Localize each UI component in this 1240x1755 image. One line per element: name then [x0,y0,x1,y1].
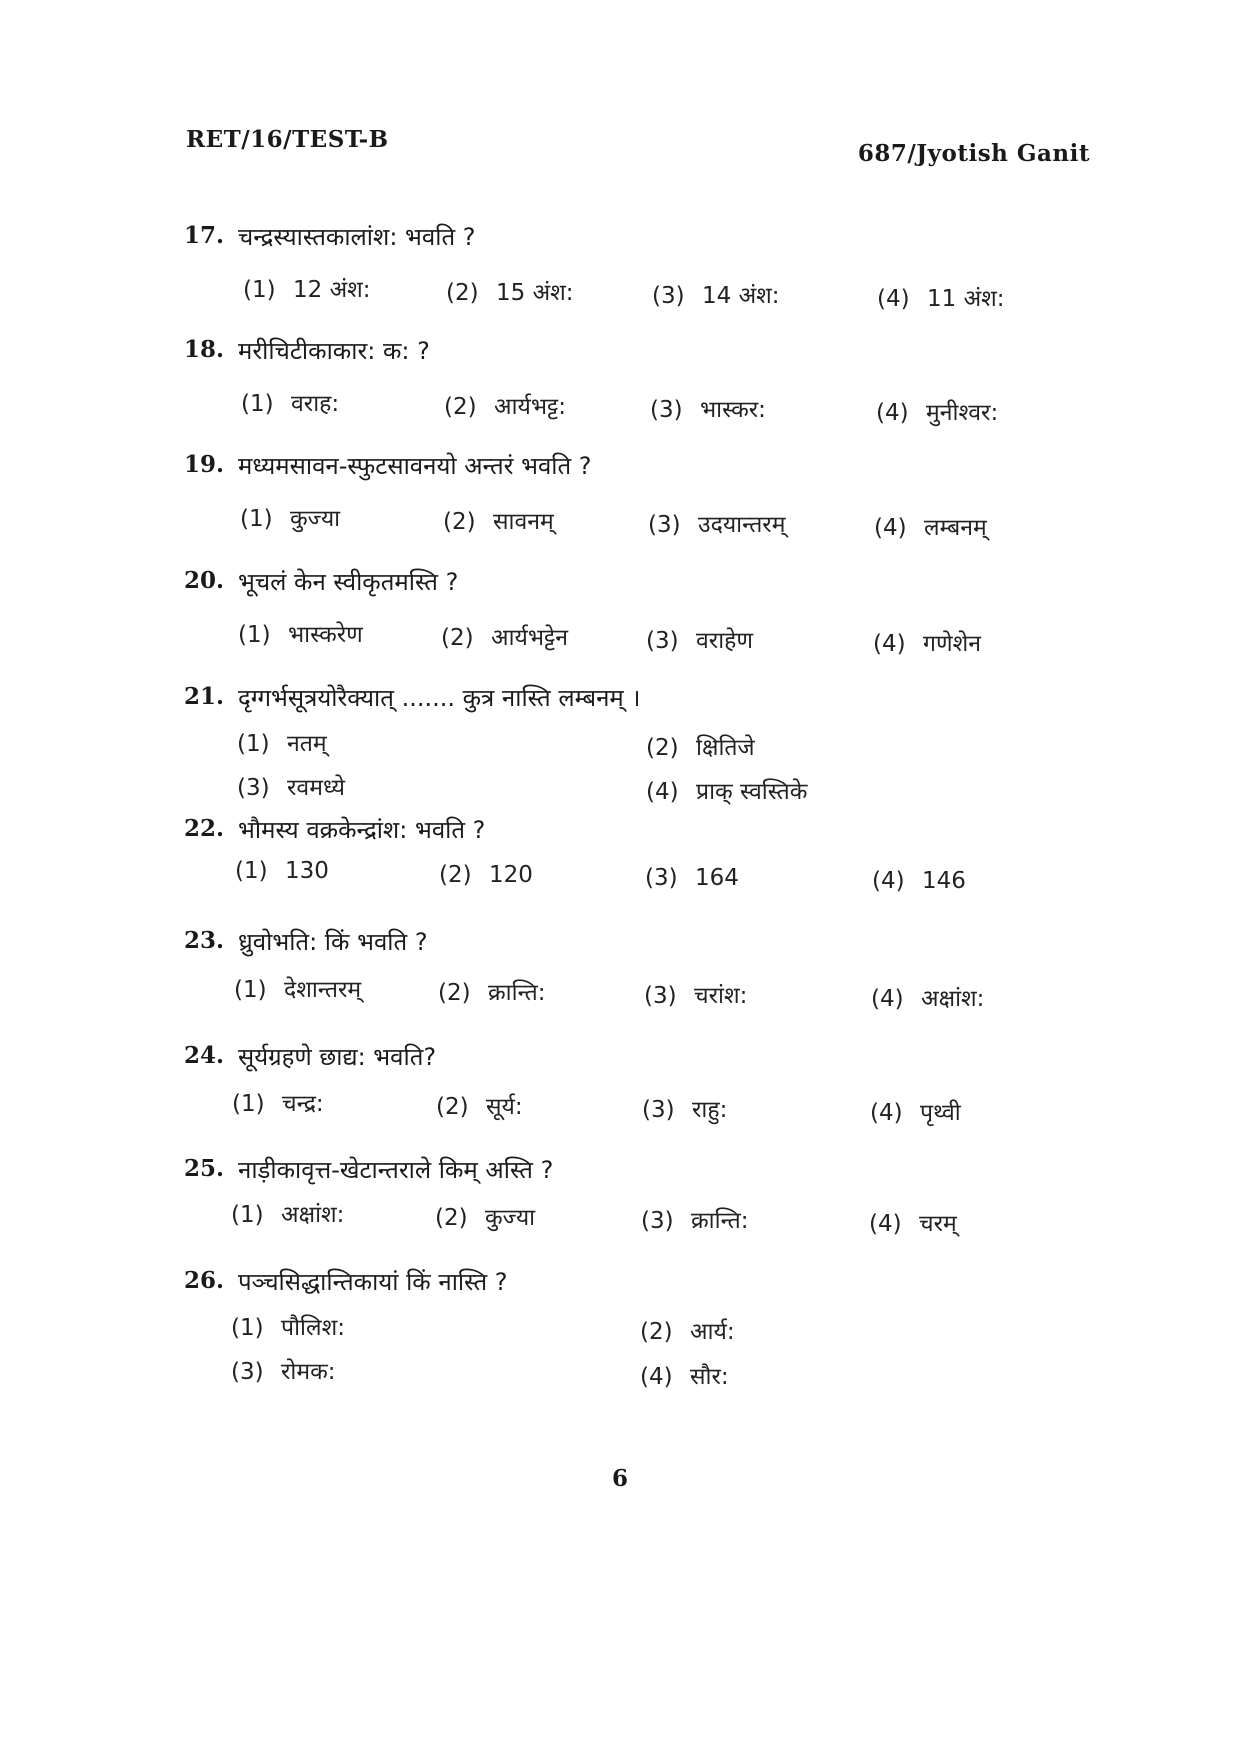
option-4: (4) पृथ्वी [870,1100,961,1126]
option-4: (4) प्राक् स्वस्तिके [646,779,808,805]
question-text: ध्रुवोभति: किं भवति ? [238,928,428,956]
option-3: (3) उदयान्तरम् [648,512,786,538]
option-1: (1) नतम् [237,731,327,757]
question-text: मध्यमसावन-स्फुटसावनयो अन्तरं भवति ? [238,452,592,480]
question-text: पञ्चसिद्धान्तिकायां किं नास्ति ? [238,1268,508,1296]
question-number: 20. [183,567,224,594]
option-3: (3) क्रान्ति: [641,1208,749,1234]
option-4: (4) मुनीश्वर: [876,400,999,426]
option-4: (4) 146 [872,868,966,894]
question-number: 25. [183,1155,224,1182]
option-2: (2) आर्य: [640,1319,735,1345]
subject-title: 687/Jyotish Ganit [857,140,1090,167]
question-text: भूचलं केन स्वीकृतमस्ति ? [238,568,459,596]
option-3: (3) रवमध्ये [237,775,345,801]
option-2: (2) कुज्या [435,1205,536,1231]
option-1: (1) अक्षांश: [231,1202,345,1228]
question-number: 26. [183,1267,224,1294]
question-text: सूर्यग्रहणे छाद्य: भवति? [238,1043,437,1071]
question-text: दृग्गर्भसूत्रयोरैक्यात् ....... कुत्र नास्ति लम्बनम् । [238,684,641,712]
question-number: 21. [183,683,224,710]
option-2: (2) क्रान्ति: [438,980,546,1006]
option-3: (3) 164 [645,865,739,891]
paper-code: RET/16/TEST-B [186,126,389,153]
question-number: 19. [183,451,224,478]
option-4: (4) 11 अंश: [877,286,1005,312]
option-1: (1) वराह: [241,391,340,417]
option-3: (3) वराहेण [646,628,753,654]
option-4: (4) लम्बनम् [874,515,987,541]
option-1: (1) चन्द्र: [232,1091,324,1117]
option-4: (4) अक्षांश: [871,986,985,1012]
question-text: मरीचिटीकाकार: क: ? [238,337,430,365]
option-1: (1) कुज्या [240,506,341,532]
option-2: (2) सावनम् [443,509,554,535]
option-2: (2) 120 [439,862,533,888]
question-number: 24. [183,1042,224,1069]
option-4: (4) सौर: [640,1364,729,1390]
question-text: चन्द्रस्यास्तकालांश: भवति ? [238,223,476,251]
question-number: 18. [183,336,224,363]
option-4: (4) गणेशेन [873,631,981,657]
option-3: (3) रोमक: [231,1359,336,1385]
question-number: 23. [183,927,224,954]
option-2: (2) आर्यभट्टेन [441,625,569,651]
question-number: 17. [183,222,224,249]
option-3: (3) 14 अंश: [652,283,780,309]
question-text: भौमस्य वक्रकेन्द्रांश: भवति ? [238,816,486,844]
option-3: (3) चरांश: [644,983,748,1009]
question-number: 22. [183,815,224,842]
option-4: (4) चरम् [869,1211,957,1237]
option-2: (2) क्षितिजे [646,735,755,761]
option-1: (1) 130 [235,858,329,884]
option-2: (2) सूर्य: [436,1094,523,1120]
option-1: (1) 12 अंश: [243,277,371,303]
option-2: (2) 15 अंश: [446,280,574,306]
option-3: (3) राहु: [642,1097,728,1123]
option-3: (3) भास्कर: [650,397,766,423]
option-1: (1) देशान्तरम् [234,977,362,1003]
option-1: (1) भास्करेण [238,622,363,648]
page-number: 6 [611,1465,628,1492]
option-2: (2) आर्यभट्ट: [444,394,567,420]
option-1: (1) पौलिश: [231,1315,345,1341]
question-text: नाड़ीकावृत्त-खेटान्तराले किम् अस्ति ? [238,1156,554,1184]
